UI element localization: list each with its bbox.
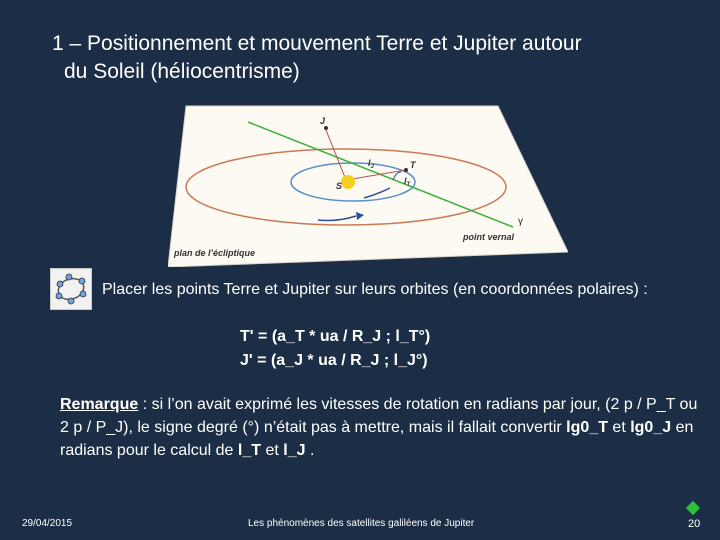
title-line-1: 1 – Positionnement et mouvement Terre et Jupiter autour <box>52 32 582 55</box>
remark-var-l-j: l_J <box>283 442 306 459</box>
formula-jupiter: J' = (a_J * ua / R_J ; l_J°) <box>240 352 428 369</box>
ecliptic-plane <box>168 106 568 267</box>
remark-text-5: . <box>305 442 315 459</box>
label-J: J <box>320 116 326 126</box>
instruction-text: Placer les points Terre et Jupiter sur leurs orbites (en coordonnées polaires) : <box>102 281 648 298</box>
remark-var-lg0-t: lg0_T <box>566 419 608 436</box>
remark-text-1: : si l’on avait exprimé les vitesses de rotation en radians par jour, (2 p / P_T ou 2 p / P_J), le signe degré (°) n’était pas à mettre, mais il fallait convertir <box>60 396 698 436</box>
geogebra-icon[interactable] <box>50 268 92 310</box>
slide-title <box>52 30 692 86</box>
earth-point <box>404 168 408 172</box>
label-lT: $l_T$ <box>404 176 411 188</box>
footer-date: 29/04/2015 <box>22 518 73 529</box>
label-point-vernal: point vernal <box>463 232 515 242</box>
remark-var-lg0-j: lg0_J <box>630 419 672 436</box>
sun <box>341 175 355 189</box>
label-gamma: γ <box>518 216 523 227</box>
geogebra-icon-graphic <box>51 269 91 309</box>
jupiter-point <box>324 126 328 130</box>
label-T: T <box>410 160 416 170</box>
remark-var-l-t: l_T <box>237 442 262 459</box>
heliocentric-figure <box>168 102 568 267</box>
footer-title: Les phénomènes des satellites galiléens de Jupiter <box>248 518 475 529</box>
label-ecliptic-plane: plan de l’écliptique <box>174 248 256 258</box>
label-S: S <box>336 181 343 191</box>
remark-text-3: en radians pour le calcul de <box>60 419 694 459</box>
next-slide-diamond-icon[interactable] <box>686 501 700 515</box>
remark-text-4: et <box>261 442 284 459</box>
remark-label: Remarque <box>60 396 139 413</box>
remark-paragraph <box>60 393 700 462</box>
page-number: 20 <box>688 518 701 530</box>
label-lJ: $l_J$ <box>368 158 374 170</box>
remark-text-2: et <box>607 419 631 436</box>
formula-earth: T' = (a_T * ua / R_J ; l_T°) <box>240 328 431 345</box>
title-line-2: du Soleil (héliocentrisme) <box>64 60 300 83</box>
